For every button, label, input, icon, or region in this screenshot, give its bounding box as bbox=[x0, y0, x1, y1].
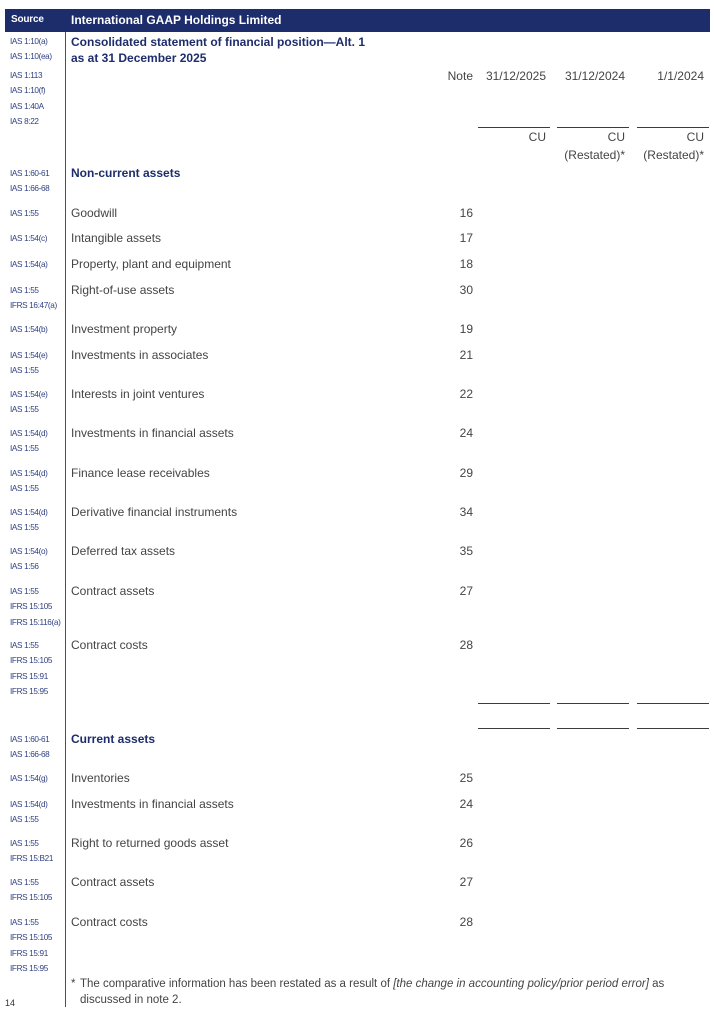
source-ref: IFRS 15:105 bbox=[10, 893, 53, 903]
row-note: 27 bbox=[459, 584, 473, 598]
source-ref: IAS 1:54(d) bbox=[10, 429, 48, 438]
subtotal-rule bbox=[478, 728, 550, 729]
source-ref: IAS 1:55 bbox=[10, 918, 39, 927]
source-ref: IAS 1:54(g) bbox=[10, 774, 48, 783]
source-ref: IAS 1:55 bbox=[10, 286, 39, 295]
source-ref: IAS 1:56 bbox=[10, 562, 39, 572]
currency-unit-2025: CU bbox=[528, 130, 546, 144]
column-rule bbox=[557, 127, 629, 128]
footnote-marker: * bbox=[71, 978, 76, 990]
row-refs bbox=[10, 283, 57, 314]
section-heading-non-current: Non-current assets bbox=[71, 166, 181, 180]
source-ref: IAS 1:10(ea) bbox=[10, 52, 52, 62]
footnote-italic: [the change in accounting policy/prior period error] bbox=[393, 978, 649, 990]
row-note: 28 bbox=[459, 638, 473, 652]
source-ref: IAS 1:54(a) bbox=[10, 260, 48, 269]
source-ref: IFRS 15:105 bbox=[10, 656, 53, 666]
source-ref: IAS 1:113 bbox=[10, 71, 43, 80]
currency-unit-2024: CU bbox=[607, 130, 625, 144]
source-ref: IAS 1:55 bbox=[10, 523, 39, 533]
section-refs-non-current bbox=[10, 166, 49, 197]
footnote-text-end: as discussed in note 2. bbox=[80, 978, 665, 1006]
subtotal-rule bbox=[557, 728, 629, 729]
section-heading-current: Current assets bbox=[71, 732, 156, 746]
source-ref: IAS 1:66-68 bbox=[10, 750, 50, 760]
source-ref: IAS 1:40A bbox=[10, 101, 44, 111]
column-header-2024-opening: 1/1/2024 bbox=[657, 69, 704, 83]
row-label-interests-in-joint-ventures: Interests in joint ventures bbox=[71, 387, 205, 401]
source-ref: IAS 1:55 bbox=[10, 878, 39, 887]
row-label-inventories: Inventories bbox=[71, 771, 130, 785]
source-ref: IFRS 15:91 bbox=[10, 671, 48, 681]
row-label-derivative-financial-instruments: Derivative financial instruments bbox=[71, 505, 238, 519]
row-refs bbox=[10, 836, 53, 867]
source-ref: IAS 1:54(d) bbox=[10, 508, 48, 517]
row-label-right-of-use-assets: Right-of-use assets bbox=[71, 283, 175, 297]
subtotal-rule bbox=[637, 728, 709, 729]
source-ref: IAS 1:54(e) bbox=[10, 351, 48, 360]
row-label-current-contract-assets: Contract assets bbox=[71, 875, 155, 889]
source-ref: IAS 1:55 bbox=[10, 209, 39, 218]
source-ref: IAS 1:55 bbox=[10, 815, 39, 825]
source-ref: IFRS 15:95 bbox=[10, 687, 48, 697]
row-refs bbox=[10, 348, 48, 379]
row-refs bbox=[10, 771, 48, 786]
row-note: 17 bbox=[459, 231, 473, 245]
row-note: 34 bbox=[459, 505, 473, 519]
row-label-ppe: Property, plant and equipment bbox=[71, 257, 231, 271]
source-ref: IAS 1:54(c) bbox=[10, 234, 48, 243]
row-refs bbox=[10, 426, 48, 457]
source-ref: IFRS 15:91 bbox=[10, 948, 48, 958]
source-ref: IAS 1:55 bbox=[10, 484, 39, 494]
footnote-text: The comparative information has been restated as a result of bbox=[80, 978, 394, 990]
source-column-heading: Source bbox=[11, 14, 44, 25]
row-label-investment-property: Investment property bbox=[71, 322, 178, 336]
row-label-right-to-returned-goods-asset: Right to returned goods asset bbox=[71, 836, 229, 850]
row-refs bbox=[10, 206, 39, 221]
source-ref: IAS 1:54(d) bbox=[10, 800, 48, 809]
row-note: 21 bbox=[459, 348, 473, 362]
row-label-finance-lease-receivables: Finance lease receivables bbox=[71, 466, 210, 480]
column-header-2025: 31/12/2025 bbox=[485, 69, 546, 83]
currency-unit-2024-opening: CU bbox=[686, 130, 704, 144]
note-column-header: Note bbox=[447, 69, 473, 83]
statement-title: Consolidated statement of financial position—Alt. 1 bbox=[71, 35, 366, 49]
subtotal-rule bbox=[637, 703, 709, 704]
source-ref: IAS 1:54(o) bbox=[10, 547, 48, 556]
row-note: 25 bbox=[459, 771, 473, 785]
row-label-contract-assets: Contract assets bbox=[71, 584, 155, 598]
subtotal-rule bbox=[557, 703, 629, 704]
statement-date: as at 31 December 2025 bbox=[71, 51, 207, 65]
row-refs bbox=[10, 322, 48, 337]
row-refs bbox=[10, 915, 52, 977]
column-divider bbox=[65, 32, 66, 1007]
row-note: 26 bbox=[459, 836, 473, 850]
source-ref: IAS 1:10(a) bbox=[10, 37, 48, 46]
row-refs bbox=[10, 466, 48, 497]
footnote bbox=[71, 976, 711, 1008]
column-rule bbox=[478, 127, 550, 128]
source-ref: IAS 1:55 bbox=[10, 839, 39, 848]
row-note: 29 bbox=[459, 466, 473, 480]
column-rule bbox=[637, 127, 709, 128]
row-refs bbox=[10, 875, 52, 906]
source-ref: IFRS 15:95 bbox=[10, 964, 48, 974]
source-ref: IAS 8:22 bbox=[10, 117, 39, 127]
row-refs bbox=[10, 544, 48, 575]
source-ref: IAS 1:55 bbox=[10, 405, 39, 415]
row-note: 28 bbox=[459, 915, 473, 929]
row-label-investments-in-associates: Investments in associates bbox=[71, 348, 209, 362]
source-ref: IAS 1:55 bbox=[10, 587, 39, 596]
page-number: 14 bbox=[5, 998, 16, 1008]
row-label-investments-in-financial-assets: Investments in financial assets bbox=[71, 426, 234, 440]
restated-label-2024-opening: (Restated)* bbox=[643, 148, 704, 162]
subtotal-rule bbox=[478, 703, 550, 704]
row-refs bbox=[10, 231, 47, 246]
row-refs bbox=[10, 257, 48, 272]
source-ref: IAS 1:54(d) bbox=[10, 469, 48, 478]
row-note: 24 bbox=[459, 426, 473, 440]
section-refs-current bbox=[10, 732, 49, 763]
row-refs bbox=[10, 584, 60, 630]
source-ref: IFRS 15:116(a) bbox=[10, 617, 61, 627]
row-refs bbox=[10, 387, 48, 418]
row-note: 35 bbox=[459, 544, 473, 558]
source-ref: IAS 1:10(f) bbox=[10, 86, 46, 96]
title-refs bbox=[10, 34, 52, 65]
row-label-goodwill: Goodwill bbox=[71, 206, 118, 220]
row-refs bbox=[10, 505, 48, 536]
source-ref: IAS 1:54(e) bbox=[10, 390, 48, 399]
row-note: 18 bbox=[459, 257, 473, 271]
row-note: 27 bbox=[459, 875, 473, 889]
source-ref: IAS 1:54(b) bbox=[10, 325, 48, 334]
source-ref: IFRS 15:105 bbox=[10, 933, 53, 943]
row-label-intangible-assets: Intangible assets bbox=[71, 231, 162, 245]
row-label-current-investments-in-financial-assets: Investments in financial assets bbox=[71, 797, 234, 811]
restated-label-2024: (Restated)* bbox=[564, 148, 625, 162]
column-refs bbox=[10, 68, 45, 130]
row-note: 24 bbox=[459, 797, 473, 811]
row-refs bbox=[10, 638, 52, 700]
row-label-contract-costs: Contract costs bbox=[71, 638, 148, 652]
source-ref: IAS 1:55 bbox=[10, 366, 39, 376]
row-label-deferred-tax-assets: Deferred tax assets bbox=[71, 544, 176, 558]
entity-name: International GAAP Holdings Limited bbox=[71, 13, 282, 27]
source-ref: IAS 1:60-61 bbox=[10, 169, 50, 178]
row-note: 30 bbox=[459, 283, 473, 297]
column-header-2024: 31/12/2024 bbox=[564, 69, 625, 83]
source-ref: IFRS 16:47(a) bbox=[10, 301, 57, 311]
row-note: 22 bbox=[459, 387, 473, 401]
row-note: 19 bbox=[459, 322, 473, 336]
source-ref: IAS 1:66-68 bbox=[10, 184, 50, 194]
source-ref: IAS 1:55 bbox=[10, 641, 39, 650]
source-ref: IFRS 15:B21 bbox=[10, 854, 54, 864]
row-label-current-contract-costs: Contract costs bbox=[71, 915, 148, 929]
header-bar bbox=[5, 9, 710, 32]
row-refs bbox=[10, 797, 48, 828]
source-ref: IAS 1:60-61 bbox=[10, 735, 50, 744]
source-ref: IFRS 15:105 bbox=[10, 602, 53, 612]
source-ref: IAS 1:55 bbox=[10, 444, 39, 454]
row-note: 16 bbox=[459, 206, 473, 220]
